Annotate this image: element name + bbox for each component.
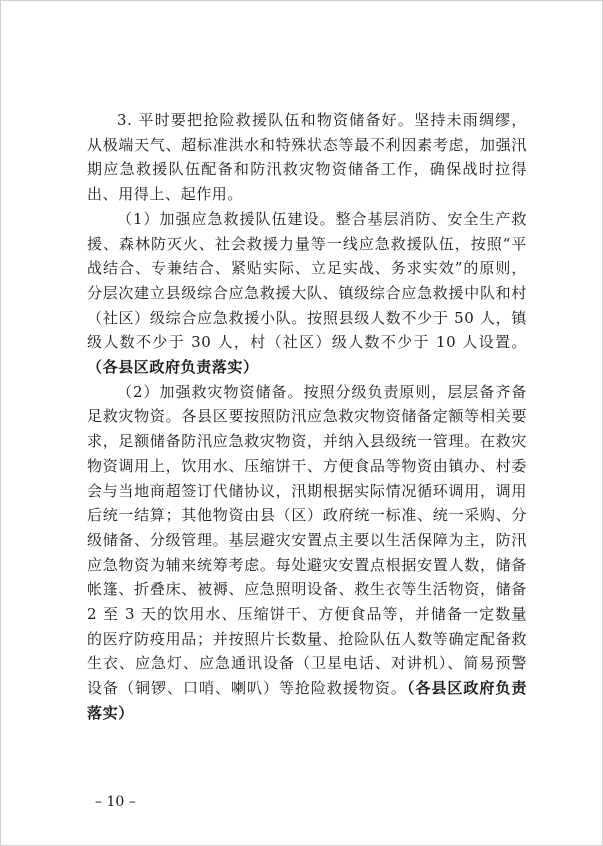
paragraph-2-text: （2）加强救灾物资储备。按照分级负责原则，层层备齐备足救灾物资。各县区要按照防汛应急救灾物资储备定额等相关要求，足额储备防汛应急救灾物资，并纳入县级统一管理。在救灾物资调用上，饮用水、压缩饼干、方便食品等物资由镇办、村委会与当地商超签订代储协议，汛期根据实际情况循环调用，调用后统一结算；其他物资由县（区）政府统一标准、统一采购、分级储备、分级管理。基层避灾安置点主要以生活保障为主，防汛应急物资为辅来统筹考虑。每处避灾安置点根据安置人数，储备帐篷、折叠床、被褥、应急照明设备、救生衣等生活物资，储备 2 至 3 天的饮用水、压缩饼干、方便食品等，并储备一定数量的医疗防疫用品；并按照片长数量、抢险队伍人数等确定配备救生衣、应急灯、应急通讯设备（卫星电话、对讲机）、简易预警设备（铜锣、口哨、喇叭）等抢险救援物资。 — [87, 382, 527, 698]
page-number: – 10 – — [95, 794, 136, 810]
document-body — [87, 108, 527, 726]
paragraph-1-text: （1）加强应急救援队伍建设。整合基层消防、安全生产救援、森林防灭火、社会救援力量等一线应急救援队伍，按照“平战结合、专兼结合、紧贴实际、立足实战、务求实效”的原则，分层次建立县级综合应急救援大队、镇级综合应急救援中队和村（社区）级综合应急救援小队。按照县级人数不少于 50 人，镇级人数不少于 30 人，村（社区）级人数不少于 10 人设置。 — [87, 209, 527, 352]
paragraph-3-text: 3. 平时要把抢险救援队伍和物资储备好。坚持未雨绸缪，从极端天气、超标准洪水和特殊状态等最不利因素考虑，加强汛期应急救援队伍配备和防汛救灾物资储备工作，确保战时拉得出、用得上、起作用。 — [87, 111, 527, 204]
paragraph-1-team-building — [87, 207, 527, 380]
paragraph-2-material-reserve — [87, 380, 527, 726]
paragraph-3-resource-reserve — [87, 108, 527, 207]
paragraph-1-responsibility: （各县区政府负责落实） — [87, 358, 259, 377]
paragraph-2-responsibility: （各县区政府负责落实） — [87, 679, 527, 722]
